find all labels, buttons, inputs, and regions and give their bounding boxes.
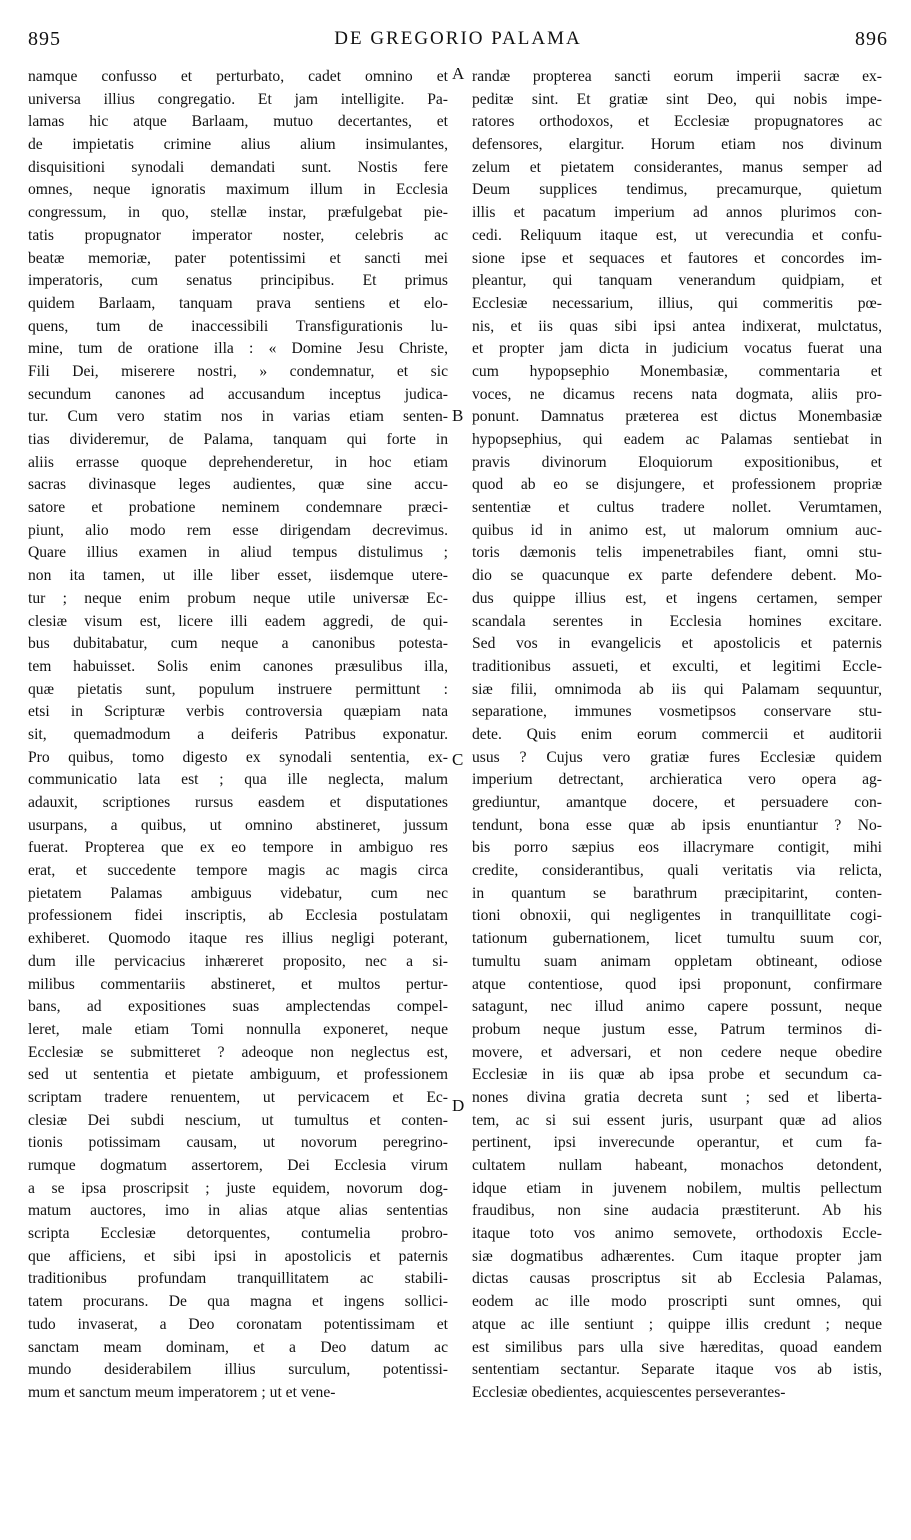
- text-line: quod ab eo se disjungere, et professionem propriæ: [472, 476, 882, 494]
- text-line: eodem ac ille modo proscripti sunt omnes, qui: [472, 1293, 882, 1311]
- text-line: non ita tamen, ut ille liber esset, iisdemque utere-: [28, 567, 448, 585]
- text-line: peditæ sint. Et gratiæ sint Deo, qui nobis impe-: [472, 90, 882, 108]
- text-line: disquisitioni synodali demandati sunt. Nostis fere: [28, 158, 448, 176]
- text-line: dete. Quis enim eorum commercii et auditorii: [472, 725, 882, 743]
- text-line: sententiæ et cultus tradere nollet. Verumtamen,: [472, 499, 882, 517]
- text-line: atque ac ille sentiunt ; quippe illis credunt ; neque: [472, 1315, 882, 1333]
- text-line: dus quippe illius est, et ingens certamen, semper: [472, 589, 882, 607]
- text-line: exhiberet. Quomodo itaque res illius negligi poterant,: [28, 930, 448, 948]
- text-line: tionis potissimam causam, ut novorum peregrino-: [28, 1134, 448, 1152]
- left-text-column: [28, 66, 448, 1405]
- section-marker-c: C: [452, 750, 464, 769]
- text-line: aliis errasse quoque deprehenderetur, in hoc etiam: [28, 453, 448, 471]
- text-line: traditionibus assueti, et exculti, et legitimi Eccle-: [472, 657, 882, 675]
- text-line: adauxit, scriptiones rursus easdem et disputationes: [28, 794, 448, 811]
- page-number-right: 896: [855, 28, 888, 50]
- text-line: milibus commentariis abstineret, et multos pertur-: [28, 975, 448, 993]
- text-line: usurpans, a quibus, ut omnino abstineret, jussum: [28, 816, 448, 834]
- text-line: quens, tum de inaccessibili Transfigurationis lu-: [28, 317, 448, 335]
- text-line: defensores, elargitur. Horum etiam nos divinum: [472, 136, 882, 154]
- text-line: grediuntur, amantque docere, et persuadere con-: [472, 794, 882, 811]
- text-line: hypopsephius, qui eadem ac Palamas sentiebat in: [472, 431, 882, 448]
- text-line: idque etiam in juvenem nobilem, multis pellectum: [472, 1179, 882, 1197]
- text-line: toris dæmonis telis impenetrabiles fiant, omni stu-: [472, 544, 882, 562]
- text-line: a se ipsa proscripsit ; juste equidem, novorum dog-: [28, 1179, 448, 1197]
- text-line: piunt, alio modo rem esse dirigendam decrevimus.: [28, 521, 448, 539]
- text-line: zelum et pietatem considerantes, manus semper ad: [472, 158, 882, 176]
- text-line: beatæ memoriæ, pater potentissimi et sancti mei: [28, 249, 448, 267]
- text-line: Quare illius examen in aliud tempus distulimus ;: [28, 544, 448, 562]
- text-line: Fili Dei, miserere nostri, » condemnatur, et sic: [28, 362, 448, 380]
- text-line: separatione, immunes vosmetipsos conservare stu-: [472, 703, 882, 721]
- text-line: Ecclesiæ se submitteret ? adeoque non neglectus est,: [28, 1043, 448, 1061]
- section-marker-b: B: [452, 406, 464, 425]
- text-line: tatem procurans. De qua magna et ingens sollici-: [28, 1293, 448, 1311]
- text-line: Ecclesiæ in iis quæ ab ipsa probe et secundum ca-: [472, 1066, 882, 1084]
- text-line: cedi. Reliquum itaque est, ut verecundia et confu-: [472, 226, 882, 244]
- text-line: omnes, neque ignoratis maximum illum in Ecclesia: [28, 181, 448, 199]
- text-line: pietatem Palamas ambiguus videbatur, cum nec: [28, 884, 448, 902]
- text-line: bus dubitabatur, cum neque a canonibus potesta-: [28, 635, 448, 653]
- text-line: matum auctores, imo in alias atque alias sententias: [28, 1202, 448, 1220]
- text-line: cultatem nullam habeant, monachos detondent,: [472, 1157, 882, 1174]
- text-line: Sed vos in evangelicis et apostolicis et paternis: [472, 635, 882, 653]
- text-line: Ecclesiæ obedientes, acquiescentes perseverantes-: [472, 1383, 786, 1401]
- text-line: cum hypopsephio Monembasiæ, commentaria et: [472, 362, 882, 380]
- text-line: universa illius congregatio. Et jam intelligite. Pa-: [28, 90, 448, 108]
- text-line: ratores orthodoxos, et Ecclesiæ propugnatores ac: [472, 113, 882, 131]
- text-line: scriptam tradere renuentem, ut pervicacem et Ec-: [28, 1088, 448, 1106]
- text-line: Pro quibus, tomo digesto ex synodali sententia, ex-: [28, 748, 448, 766]
- text-line: tioni obnoxii, qui negligentes in tranquillitate cogi-: [472, 907, 882, 925]
- text-line: tationum gubernationem, licet tumultu suum cor,: [472, 930, 882, 948]
- text-line: namque confusso et perturbato, cadet omnino et: [28, 68, 448, 85]
- text-line: movere, et adversari, et non cedere neque obedire: [472, 1043, 882, 1061]
- section-marker-a: A: [452, 64, 465, 83]
- text-line: tem habuisset. Solis enim canones præsulibus illa,: [28, 657, 448, 675]
- text-line: nis, et iis quas sibi ipsi antea indixerat, mulctatus,: [472, 317, 882, 335]
- text-line: leret, male etiam Tomi nonnulla exponeret, neque: [28, 1020, 448, 1038]
- text-line: mum et sanctum meum imperatorem ; ut et vene-: [28, 1383, 336, 1401]
- text-line: pravis divinorum Eloquiorum expositionibus, et: [472, 453, 882, 471]
- text-line: Deum supplices tendimus, precamurque, quietum: [472, 181, 882, 199]
- text-line: randæ propterea sancti eorum imperii sacræ ex-: [472, 68, 882, 85]
- text-line: quæ pietatis sunt, populum instruere permittunt :: [28, 680, 448, 698]
- text-line: tur. Cum vero statim nos in varias etiam senten-: [28, 408, 448, 426]
- text-line: erat, et succedente tempore magis ac magis circa: [28, 862, 448, 880]
- text-line: sed ut sententia et pietate ambiguum, et professionem: [28, 1066, 448, 1084]
- text-line: tur ; neque enim probum neque utile universæ Ec-: [28, 589, 448, 607]
- text-line: tudo invaserat, a Deo coronatam potentissimam et: [28, 1315, 448, 1333]
- text-line: satore et probatione neminem condemnare præci-: [28, 499, 448, 517]
- text-line: ponunt. Damnatus præterea est dictus Monembasiæ: [472, 408, 882, 426]
- text-line: est similibus pars ulla sive hæreditas, quoad eandem: [472, 1338, 882, 1356]
- text-line: imperatoris, cum senatus principibus. Et primus: [28, 272, 448, 290]
- text-line: secundum canones ad accusandum inceptus judica-: [28, 385, 448, 403]
- text-line: voces, ne dicamus recens nata dogmata, aliis pro-: [472, 385, 882, 403]
- text-line: congressum, in quo, stellæ instar, præfulgebat pie-: [28, 204, 448, 222]
- text-line: siæ dogmatibus adhærentes. Cum itaque propter jam: [472, 1247, 882, 1265]
- running-title: DE GREGORIO PALAMA: [334, 28, 582, 49]
- text-line: quidem Barlaam, tanquam prava sentiens et elo-: [28, 294, 448, 312]
- text-line: credite, considerantibus, quali veritatis via relicta,: [472, 862, 882, 880]
- text-line: illis et pacatum imperium ad annos plurimos con-: [472, 204, 882, 222]
- text-line: que afficiens, et sibi ipsi in apostolicis et paternis: [28, 1247, 448, 1265]
- text-line: tumultu suam animam oppletam obtineant, odiose: [472, 952, 882, 970]
- text-line: pertinent, ipsi inverecunde operantur, et cum fa-: [472, 1134, 882, 1152]
- text-line: usus ? Cujus vero gratiæ fures Ecclesiæ quidem: [472, 748, 882, 766]
- text-line: dum ille pervicacius inhæreret proposito, nec a si-: [28, 952, 448, 970]
- text-line: pleantur, qui tanquam venerandum quidpiam, et: [472, 272, 882, 290]
- text-line: atque contentiose, quod ipsi proponunt, confirmare: [472, 975, 882, 993]
- text-line: scandala serentes in Ecclesia homines excitare.: [472, 612, 882, 630]
- text-line: nones divina gratia decreta sunt ; sed et liberta-: [472, 1088, 882, 1106]
- text-line: sit, quemadmodum a deiferis Patribus exponatur.: [28, 725, 448, 743]
- text-line: tendunt, bona esse quæ ab ipsis enuntiantur ? No-: [472, 816, 882, 834]
- text-line: satagunt, nec illud animo capere possunt, neque: [472, 998, 882, 1016]
- text-line: fuerat. Propterea que ex eo tempore in ambiguo res: [28, 839, 448, 857]
- text-line: probum neque justum esse, Patrum terminos di-: [472, 1020, 882, 1038]
- text-line: mine, tum de oratione illa : « Domine Jesu Christe,: [28, 340, 448, 358]
- text-line: tias divideremur, de Palama, tanquam qui forte in: [28, 431, 448, 448]
- text-line: clesiæ Dei subdi nescium, ut tumultus et conten-: [28, 1111, 448, 1129]
- text-line: mundo desiderabilem illius surculum, potentissi-: [28, 1361, 448, 1379]
- text-line: tem, ac si sui essent juris, usurpant quæ ad alios: [472, 1111, 882, 1129]
- text-line: sione ipse et sequaces et fautores et concordes im-: [472, 249, 882, 267]
- text-line: dictas causas proscriptus sit ab Ecclesia Palamas,: [472, 1270, 882, 1288]
- text-line: lamas hic atque Barlaam, mutuo decertantes, et: [28, 113, 448, 131]
- text-line: bis porro sæpius eos illacrymare contigit, mihi: [472, 839, 882, 857]
- text-line: quibus id in animo est, ut malorum omnium auc-: [472, 521, 882, 539]
- section-marker-d: D: [452, 1096, 465, 1115]
- text-line: traditionibus profundam tranquillitatem ac stabili-: [28, 1270, 448, 1288]
- page-number-left: 895: [28, 28, 61, 50]
- text-line: itaque toto vos animo semovete, orthodoxis Eccle-: [472, 1225, 882, 1243]
- text-line: de impietatis crimine alius alium insimulantes,: [28, 136, 448, 154]
- text-line: fraudibus, non sine audacia præstiterunt. Ab his: [472, 1202, 882, 1220]
- text-line: imperium detrectant, archieratica vero opera ag-: [472, 771, 882, 789]
- text-line: professionem fidei inscriptis, ab Ecclesia postulatam: [28, 907, 448, 925]
- text-line: tatis propugnator imperator noster, celebris ac: [28, 226, 448, 244]
- text-line: et propter jam dicta in judicium vocatus fuerat una: [472, 340, 882, 358]
- text-line: sententiam sectantur. Separate itaque vos ab istis,: [472, 1361, 882, 1379]
- text-line: clesiæ visum est, licere illi eadem aggredi, de qui-: [28, 612, 448, 630]
- text-line: in quantum se barathrum præcipitarint, conten-: [472, 884, 882, 902]
- text-line: communicatio lata est ; qua ille neglecta, malum: [28, 771, 448, 789]
- text-line: sacras divinasque leges audientes, quæ sine accu-: [28, 476, 448, 494]
- text-line: etsi in Scripturæ verbis controversia quæpiam nata: [28, 703, 448, 721]
- page-header: [28, 28, 888, 58]
- text-line: rumque dogmatum assertorem, Dei Ecclesia virum: [28, 1157, 448, 1174]
- text-line: siæ filii, omnimoda ab iis qui Palamam sequuntur,: [472, 680, 882, 698]
- text-line: bans, ad expositiones suas amplectendas compel-: [28, 998, 448, 1016]
- text-line: dio se quacunque ex parte defendere debent. Mo-: [472, 567, 882, 585]
- text-line: sanctam meam dominam, et a Deo datum ac: [28, 1338, 448, 1356]
- text-line: Ecclesiæ necessarium, illius, qui commeritis pœ-: [472, 294, 882, 312]
- right-text-column: [472, 66, 882, 1405]
- text-line: scripta Ecclesiæ detorquentes, contumelia probro-: [28, 1225, 448, 1243]
